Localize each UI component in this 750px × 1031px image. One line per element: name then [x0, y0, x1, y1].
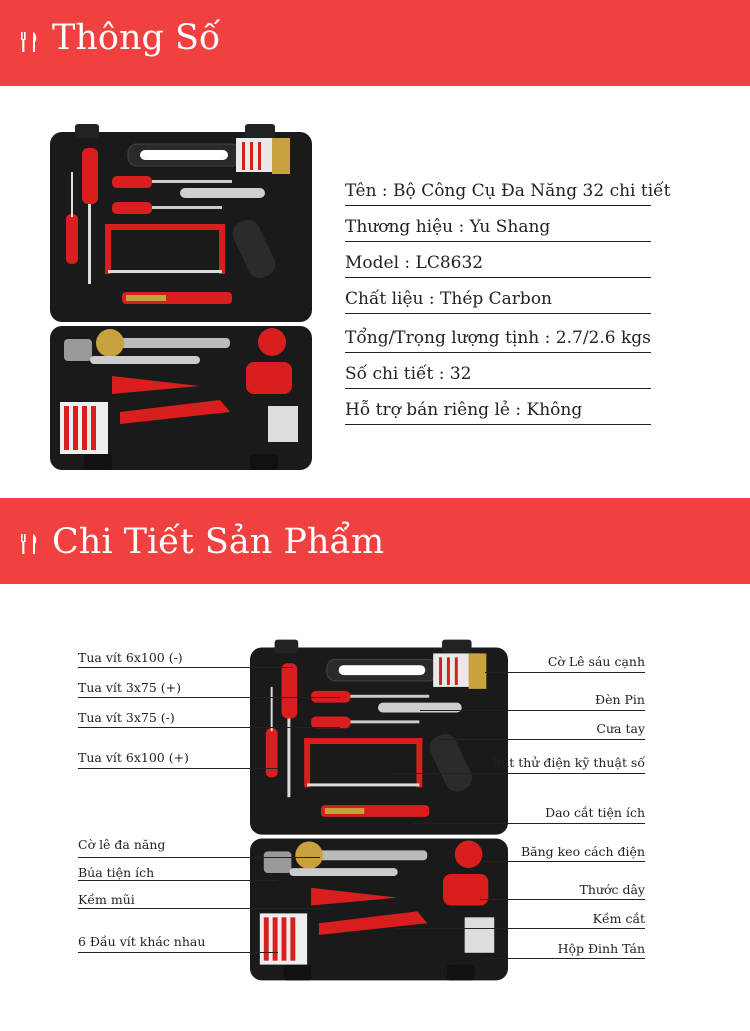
callout-label: Băng keo cách điện — [520, 844, 645, 859]
spec-row: Thương hiệu : Yu Shang — [345, 206, 651, 242]
section-header-specs — [0, 0, 750, 86]
fork-knife-icon — [18, 30, 42, 54]
spec-row: Model : LC8632 — [345, 242, 651, 278]
callout-label: Đèn Pin — [595, 692, 645, 707]
callout-line — [78, 952, 278, 953]
spec-row: Tên : Bộ Công Cụ Đa Năng 32 chi tiết — [345, 172, 651, 206]
toolkit-diagram-image — [250, 636, 508, 984]
callout-line — [440, 739, 645, 740]
spec-row: Tổng/Trọng lượng tịnh : 2.7/2.6 kgs — [345, 314, 651, 353]
callout-label: Búa tiện ích — [78, 865, 155, 880]
callout-line — [78, 667, 293, 668]
callout-label: Tua vít 3x75 (+) — [78, 680, 181, 695]
callout-line — [78, 697, 340, 698]
callout-line — [485, 958, 645, 959]
callout-label: Dao cắt tiện ích — [545, 805, 645, 820]
toolkit-image — [50, 124, 312, 470]
callout-label: Kềm cắt — [592, 911, 645, 926]
callout-label: 6 Đầu vít khác nhau — [78, 934, 206, 949]
callout-label: Tua vít 6x100 (-) — [78, 650, 183, 665]
callout-line — [78, 908, 333, 909]
callout-line — [412, 823, 645, 824]
callout-label: Bút thử điện kỹ thuật số — [492, 755, 645, 770]
callout-line — [420, 710, 645, 711]
spec-row: Hỗ trợ bán riêng lẻ : Không — [345, 389, 651, 425]
callout-label: Tua vít 6x100 (+) — [78, 750, 189, 765]
callout-label: Hộp Đinh Tán — [557, 941, 645, 956]
callout-line — [390, 773, 645, 774]
spec-list — [345, 172, 671, 425]
callout-line — [78, 727, 340, 728]
callout-label: Cờ lê đa năng — [78, 837, 166, 852]
callout-label: Cưa tay — [596, 721, 645, 736]
callout-label: Cờ Lê sáu cạnh — [547, 654, 645, 669]
callout-label: Tua vít 3x75 (-) — [78, 710, 175, 725]
callout-label: Kềm mũi — [78, 892, 135, 907]
section-title: Thông Số — [52, 18, 221, 58]
section-title: Chi Tiết Sản Phẩm — [52, 522, 385, 562]
spec-row: Chất liệu : Thép Carbon — [345, 278, 651, 314]
callout-label: Thước dây — [579, 882, 645, 897]
fork-knife-icon — [18, 532, 42, 556]
section-header-details — [0, 498, 750, 584]
callout-line — [395, 928, 645, 929]
callout-line — [78, 768, 278, 769]
callout-line — [480, 899, 645, 900]
spec-row: Số chi tiết : 32 — [345, 353, 651, 389]
callout-line — [485, 672, 645, 673]
callout-line — [480, 861, 645, 862]
callout-line — [78, 857, 320, 858]
callout-line — [78, 880, 278, 881]
